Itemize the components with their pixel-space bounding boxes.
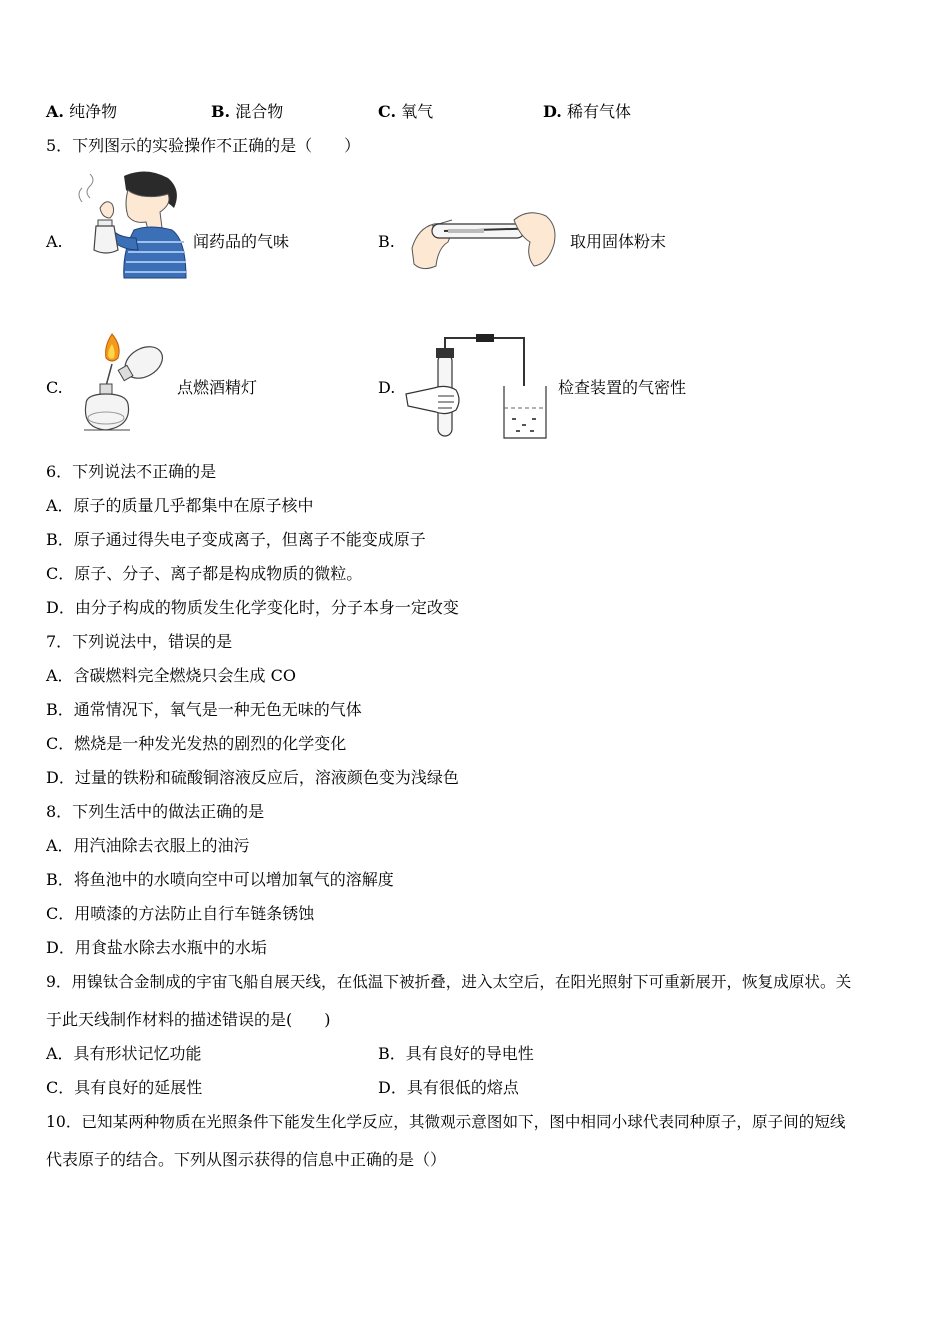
q8-option-d: D．用食盐水除去水瓶中的水垢 bbox=[46, 938, 267, 957]
option-text: 氧气 bbox=[401, 102, 434, 121]
q6-option-a: A．原子的质量几乎都集中在原子核中 bbox=[46, 496, 314, 515]
alcohol-lamp-icon bbox=[76, 330, 172, 436]
airtightness-check-icon bbox=[404, 334, 554, 440]
option-letter: B. bbox=[211, 102, 231, 121]
q8-option-b: B．将鱼池中的水喷向空中可以增加氧气的溶解度 bbox=[46, 870, 394, 889]
q5-option-c-letter: C. bbox=[46, 378, 63, 397]
option-text: 稀有气体 bbox=[566, 102, 631, 121]
q5-option-a-caption: 闻药品的气味 bbox=[193, 232, 290, 251]
q9-option-c: C．具有良好的延展性 bbox=[46, 1078, 203, 1097]
option-letter: D. bbox=[543, 102, 562, 121]
q4-option-b bbox=[211, 102, 283, 122]
q5-option-a-letter: A. bbox=[46, 232, 63, 251]
option-text: 纯净物 bbox=[69, 102, 118, 121]
q7-option-b: B．通常情况下，氧气是一种无色无味的气体 bbox=[46, 700, 362, 719]
q5-option-d-caption: 检查装置的气密性 bbox=[558, 378, 687, 397]
q5-stem: 5．下列图示的实验操作不正确的是（ ） bbox=[46, 136, 361, 155]
test-tube-powder-icon bbox=[408, 208, 560, 278]
q8-stem: 8．下列生活中的做法正确的是 bbox=[46, 802, 265, 821]
q4-option-a bbox=[46, 102, 117, 122]
q8-option-c: C．用喷漆的方法防止自行车链条锈蚀 bbox=[46, 904, 315, 923]
option-letter: C. bbox=[378, 102, 397, 121]
q10-stem-line2: 代表原子的结合。下列从图示获得的信息中正确的是（） bbox=[46, 1150, 447, 1169]
q7-option-c: C．燃烧是一种发光发热的剧烈的化学变化 bbox=[46, 734, 347, 753]
q7-stem: 7．下列说法中，错误的是 bbox=[46, 632, 233, 651]
q9-option-d: D．具有很低的熔点 bbox=[378, 1078, 519, 1097]
smelling-chemical-icon bbox=[76, 168, 190, 280]
q9-stem-line2: 于此天线制作材料的描述错误的是( ) bbox=[46, 1010, 331, 1029]
option-text: 混合物 bbox=[235, 102, 284, 121]
option-letter: A. bbox=[46, 102, 64, 121]
q6-option-c: C．原子、分子、离子都是构成物质的微粒。 bbox=[46, 564, 363, 583]
q5-option-c-caption: 点燃酒精灯 bbox=[177, 378, 258, 397]
q4-option-d bbox=[543, 102, 631, 122]
q6-option-b: B．原子通过得失电子变成离子，但离子不能变成原子 bbox=[46, 530, 426, 549]
q6-option-d: D．由分子构成的物质发生化学变化时，分子本身一定改变 bbox=[46, 598, 459, 617]
q4-option-c bbox=[378, 102, 433, 122]
q5-option-d-letter: D. bbox=[378, 378, 396, 397]
q7-option-d: D．过量的铁粉和硫酸铜溶液反应后，溶液颜色变为浅绿色 bbox=[46, 768, 459, 787]
q5-option-b-letter: B. bbox=[378, 232, 395, 251]
q6-stem: 6．下列说法不正确的是 bbox=[46, 462, 217, 481]
q9-option-b: B．具有良好的导电性 bbox=[378, 1044, 534, 1063]
q10-stem-line1: 10．已知某两种物质在光照条件下能发生化学反应，其微观示意图如下，图中相同小球代表同种原子，原子间的短线 bbox=[46, 1113, 846, 1131]
q8-option-a: A．用汽油除去衣服上的油污 bbox=[46, 836, 250, 855]
q9-option-a: A．具有形状记忆功能 bbox=[46, 1044, 202, 1063]
q5-option-b-caption: 取用固体粉末 bbox=[570, 232, 667, 251]
q7-option-a: A．含碳燃料完全燃烧只会生成 CO bbox=[46, 666, 297, 685]
q9-stem-line1: 9．用镍钛合金制成的宇宙飞船自展天线，在低温下被折叠，进入太空后，在阳光照射下可重新展开，恢复成原状。关 bbox=[46, 973, 852, 991]
